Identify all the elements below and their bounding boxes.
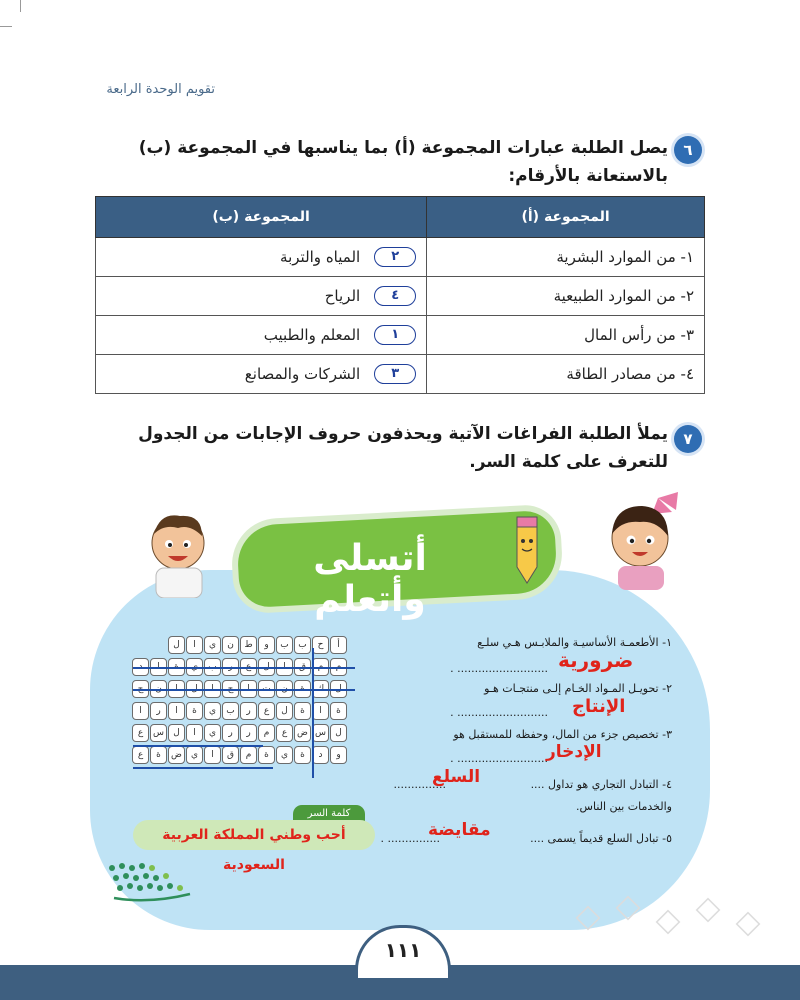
fill-blank-3[interactable]: .......................... . [450, 752, 548, 765]
grid-letter-cell[interactable]: ة [294, 746, 311, 764]
group-b-item: المعلم والطبيب [263, 326, 361, 344]
fill-statement-3: ٣- تخصيص جزء من المال، وحفظه للمستقبل هو [453, 728, 672, 741]
matching-table [95, 196, 705, 394]
group-a-item: ٢- من الموارد الطبيعية [427, 277, 705, 316]
group-a-item: ١- من الموارد البشرية [427, 238, 705, 277]
fill-blank-2[interactable]: .......................... . [450, 706, 548, 719]
group-a-item: ٣- من رأس المال [427, 316, 705, 355]
grid-letter-cell[interactable]: ع [276, 724, 293, 742]
fill-answer-5: مقايضة [428, 820, 491, 840]
table-row [96, 277, 705, 316]
grid-letter-cell[interactable]: س [312, 724, 329, 742]
question-7-text [88, 420, 668, 476]
boy-character-icon [140, 508, 220, 598]
question-7-line-2: للتعرف على كلمة السر. [469, 452, 668, 472]
fill-answer-1: ضرورية [558, 648, 634, 672]
question-6-text [88, 134, 668, 190]
fill-blank-1[interactable]: .......................... . [450, 662, 548, 675]
question-6-number: ٦ [674, 136, 702, 164]
answer-oval[interactable]: ٤ [374, 286, 416, 306]
grid-letter-cell[interactable]: ة [330, 702, 347, 720]
grid-letter-cell[interactable]: ي [204, 636, 221, 654]
grid-letter-cell[interactable]: د [312, 746, 329, 764]
grid-letter-cell[interactable]: م [240, 746, 257, 764]
grid-letter-cell[interactable]: ل [330, 724, 347, 742]
grid-letter-cell[interactable]: ة [150, 746, 167, 764]
answer-strike-line [133, 667, 355, 669]
group-b-item: المياه والتربة [280, 248, 361, 266]
grid-letter-cell[interactable]: ي [186, 746, 203, 764]
fill-answer-2: الإنتاج [572, 696, 626, 717]
table-row [96, 316, 705, 355]
answer-oval[interactable]: ٢ [374, 247, 416, 267]
grid-letter-cell[interactable]: ر [222, 724, 239, 742]
grid-letter-cell[interactable]: ا [312, 702, 329, 720]
grid-letter-cell[interactable]: ا [204, 746, 221, 764]
answer-oval[interactable]: ١ [374, 325, 416, 345]
question-7-number: ٧ [674, 425, 702, 453]
answer-strike-line [133, 689, 355, 691]
crop-mark [0, 26, 12, 27]
group-b-cell [96, 355, 427, 394]
fill-statement-4: ٤- التبادل التجاري هو تداول .... [530, 778, 672, 791]
grid-letter-cell[interactable]: و [330, 746, 347, 764]
grid-letter-cell[interactable]: ع [132, 746, 149, 764]
header-group-a: المجموعة (أ) [427, 197, 705, 238]
header-group-b: المجموعة (ب) [96, 197, 427, 238]
grid-letter-cell[interactable]: ر [240, 724, 257, 742]
fill-answer-3: الإدخار [546, 742, 602, 762]
vision-logo-icon [104, 858, 194, 906]
grid-letter-cell[interactable]: و [258, 636, 275, 654]
grid-letter-cell[interactable]: ا [186, 724, 203, 742]
grid-letter-cell[interactable]: ح [312, 636, 329, 654]
grid-letter-cell[interactable]: ض [168, 746, 185, 764]
answer-strike-line [133, 767, 273, 769]
grid-letter-cell[interactable]: ط [240, 636, 257, 654]
grid-letter-cell[interactable]: ي [204, 702, 221, 720]
grid-letter-cell[interactable]: ع [258, 702, 275, 720]
unit-title: تقويم الوحدة الرابعة [106, 82, 215, 97]
grid-letter-cell[interactable]: ب [222, 702, 239, 720]
grid-letter-cell[interactable]: م [258, 724, 275, 742]
pencil-mascot-icon [505, 505, 549, 585]
page-number: ١١١ [355, 925, 451, 978]
crop-mark [20, 0, 21, 12]
answer-strike-line [312, 648, 314, 778]
activity-banner-title: أتسلى وأتعلم [313, 538, 427, 620]
grid-empty-slot [133, 636, 149, 654]
grid-letter-cell[interactable]: ة [294, 702, 311, 720]
answer-strike-line [133, 745, 263, 747]
grid-letter-cell[interactable]: ق [222, 746, 239, 764]
grid-letter-cell[interactable]: ل [168, 724, 185, 742]
grid-letter-cell[interactable]: ض [294, 724, 311, 742]
grid-letter-cell[interactable]: ي [276, 746, 293, 764]
grid-letter-cell[interactable]: ر [150, 702, 167, 720]
table-row [96, 238, 705, 277]
secret-word-label: كلمة السر [293, 805, 365, 823]
fill-statement-4-continued: والخدمات بين الناس. [576, 800, 672, 813]
grid-letter-cell[interactable]: ا [132, 702, 149, 720]
grid-letter-cell[interactable]: ي [204, 724, 221, 742]
grid-letter-cell[interactable]: ل [168, 636, 185, 654]
group-b-cell [96, 316, 427, 355]
group-a-item: ٤- من مصادر الطاقة [427, 355, 705, 394]
grid-letter-cell[interactable]: ل [276, 702, 293, 720]
group-b-cell [96, 238, 427, 277]
fill-statement-1: ١- الأطعمـة الأساسيـة والملابـس هـي سلـع [477, 636, 672, 649]
question-7-line-1: يملأ الطلبة الفراغات الآتية ويحذفون حروف الإجابات من الجدول [138, 424, 668, 444]
girl-character-icon [600, 490, 695, 590]
grid-letter-cell[interactable]: ب [294, 636, 311, 654]
answer-oval[interactable]: ٣ [374, 364, 416, 384]
fill-statement-2: ٢- تحويـل المـواد الخـام إلـى منتجـات هـو [484, 682, 672, 695]
grid-letter-cell[interactable]: ر [240, 702, 257, 720]
fill-blank-5[interactable]: ............... . [380, 832, 440, 845]
decorative-pattern [560, 880, 780, 960]
group-b-cell [96, 277, 427, 316]
group-b-item: الشركات والمصانع [244, 365, 361, 383]
grid-empty-slot [151, 636, 167, 654]
grid-letter-cell[interactable]: ع [132, 724, 149, 742]
fill-answer-4: السلع [432, 767, 481, 787]
question-6-line-1: يصل الطلبة عبارات المجموعة (أ) بما يناسبها في المجموعة (ب) [138, 138, 668, 158]
fill-statement-5: ٥- تبادل السلع قديماً يسمى .... [530, 832, 672, 845]
grid-letter-cell[interactable]: ا [186, 636, 203, 654]
group-b-item: الرياح [324, 287, 361, 305]
grid-letter-cell[interactable]: ن [222, 636, 239, 654]
grid-letter-cell[interactable]: أ [330, 636, 347, 654]
grid-letter-cell[interactable]: ب [276, 636, 293, 654]
grid-letter-cell[interactable]: ا [168, 702, 185, 720]
secret-word-answer: أحب وطني المملكة العربية السعودية [133, 820, 375, 850]
grid-letter-cell[interactable]: ة [258, 746, 275, 764]
fill-blank-4[interactable]: ............... [393, 778, 446, 791]
question-6-line-2: بالاستعانة بالأرقام: [508, 166, 668, 186]
table-row [96, 355, 705, 394]
grid-letter-cell[interactable]: ة [186, 702, 203, 720]
grid-letter-cell[interactable]: س [150, 724, 167, 742]
